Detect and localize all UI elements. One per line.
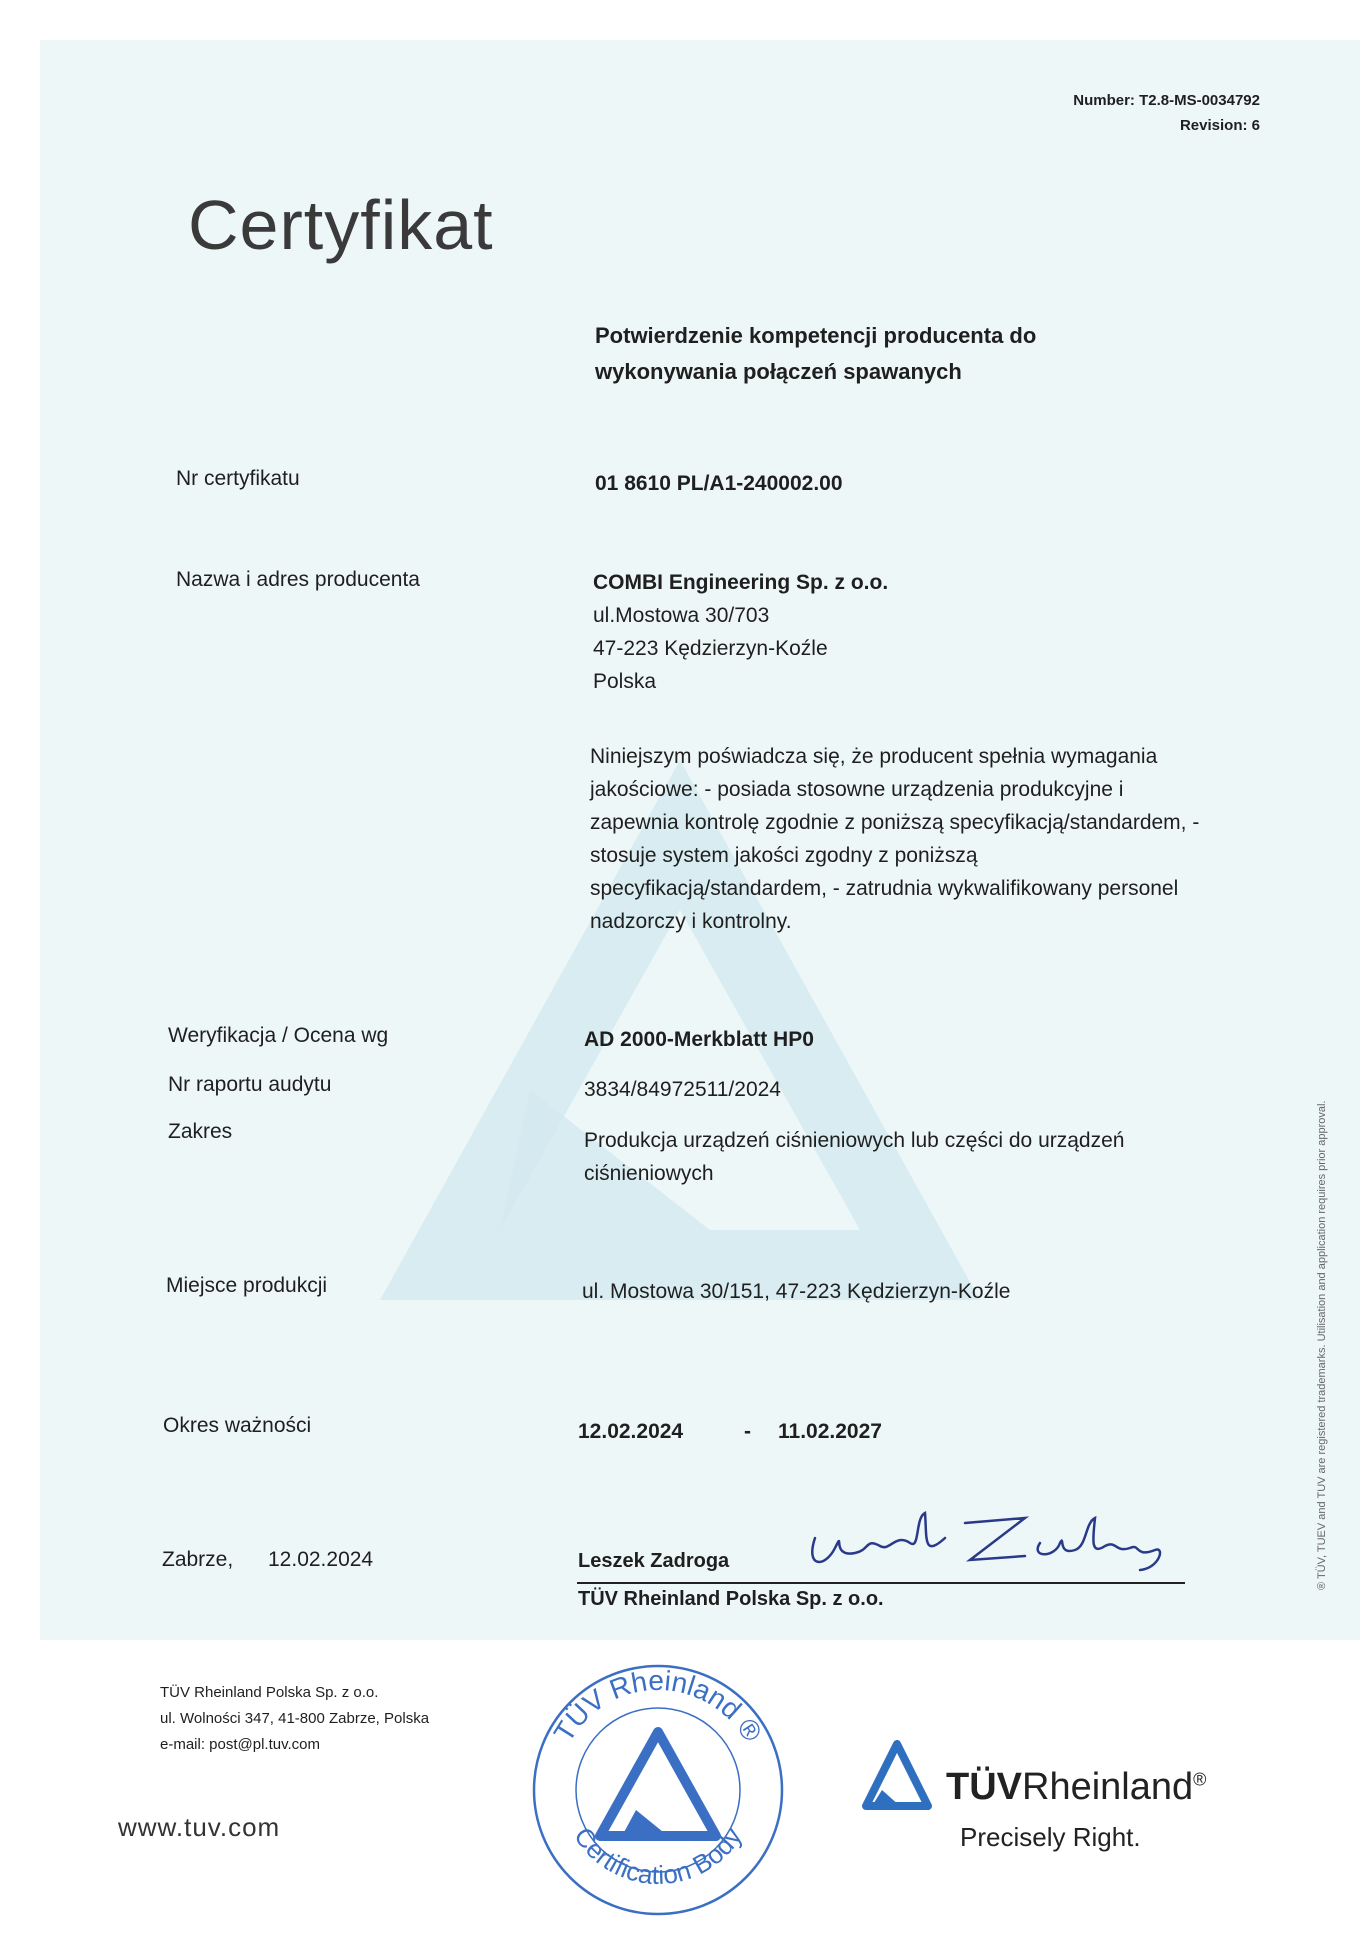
seal-bottom-text: Certification Body [568,1821,748,1890]
issue-city: Zabrze, [162,1548,234,1571]
tuv-rheinland-wordmark: TÜVRheinland® [946,1766,1207,1808]
producer-name: COMBI Engineering Sp. z o.o. [593,571,889,594]
issue-date: 12.02.2024 [268,1548,374,1571]
audit-report-label: Nr raportu audytu [168,1073,332,1096]
certificate-subtitle: Potwierdzenie kompetencji producenta do wykonywania połączeń spawanych [595,323,1037,384]
validity-to: 11.02.2027 [778,1420,882,1443]
verification-value: AD 2000-Merkblatt HP0 [584,1028,814,1051]
footer-email: e-mail: post@pl.tuv.com [160,1736,320,1753]
signature-line [577,1582,1185,1584]
tuv-tagline: Precisely Right. [960,1822,1141,1852]
document-revision: Revision: 6 [1179,117,1260,134]
producer-address [593,566,888,698]
validity-from: 12.02.2024 [578,1420,684,1443]
signatory-name: Leszek Zadroga [578,1550,730,1572]
producer-street: ul.Mostowa 30/703 [593,604,770,627]
tuv-triangle-logo [862,1740,932,1812]
producer-city: 47-223 Kędzierzyn-Koźle [593,637,828,660]
validity-label: Okres ważności [163,1414,312,1437]
footer-address [160,1680,429,1758]
seal-top-text: TÜV Rheinland ® [547,1664,769,1748]
footer-company: TÜV Rheinland Polska Sp. z o.o. [160,1684,379,1701]
certification-seal [528,1660,788,1920]
producer-label: Nazwa i adres producenta [176,568,420,591]
footer-street: ul. Wolności 347, 41-800 Zabrze, Polska [160,1710,430,1727]
document-number: Number: T2.8-MS-0034792 [1073,92,1260,109]
signatory-company: TÜV Rheinland Polska Sp. z o.o. [578,1588,884,1610]
cert-number-value: 01 8610 PL/A1-240002.00 [595,472,843,495]
validity-separator: - [744,1420,751,1443]
scope-label: Zakres [168,1120,233,1143]
compliance-statement: Niniejszym poświadcza się, że producent spełnia wymagania jakościowe: - posiada stosowne urządzenia produkcyjne i zapewnia kontrolę zgodnie z poniższą specyfikacją/standardem, - stosuje system jakości zgodny z poniższą specyfikacją/standardem, - zatrudnia wykwalifikowany personel nadzorczy i kontrolny. [590,745,1200,933]
scope-value: Produkcja urządzeń ciśnieniowych lub części do urządzeń ciśnieniowych [584,1129,1125,1185]
cert-number-label: Nr certyfikatu [176,467,300,490]
trademark-note: ® TÜV, TUEV and TUV are registered trademarks. Utilisation and application requires prior approval. [1316,1100,1328,1590]
audit-report-value: 3834/84972511/2024 [584,1078,781,1101]
producer-country: Polska [593,670,657,693]
handwritten-signature [795,1498,1185,1578]
verification-label: Weryfikacja / Ocena wg [168,1024,389,1047]
production-place-label: Miejsce produkcji [166,1274,328,1297]
production-place-value: ul. Mostowa 30/151, 47-223 Kędzierzyn-Koźle [582,1280,1011,1303]
footer-website: www.tuv.com [118,1812,281,1842]
page-title: Certyfikat [188,186,494,264]
